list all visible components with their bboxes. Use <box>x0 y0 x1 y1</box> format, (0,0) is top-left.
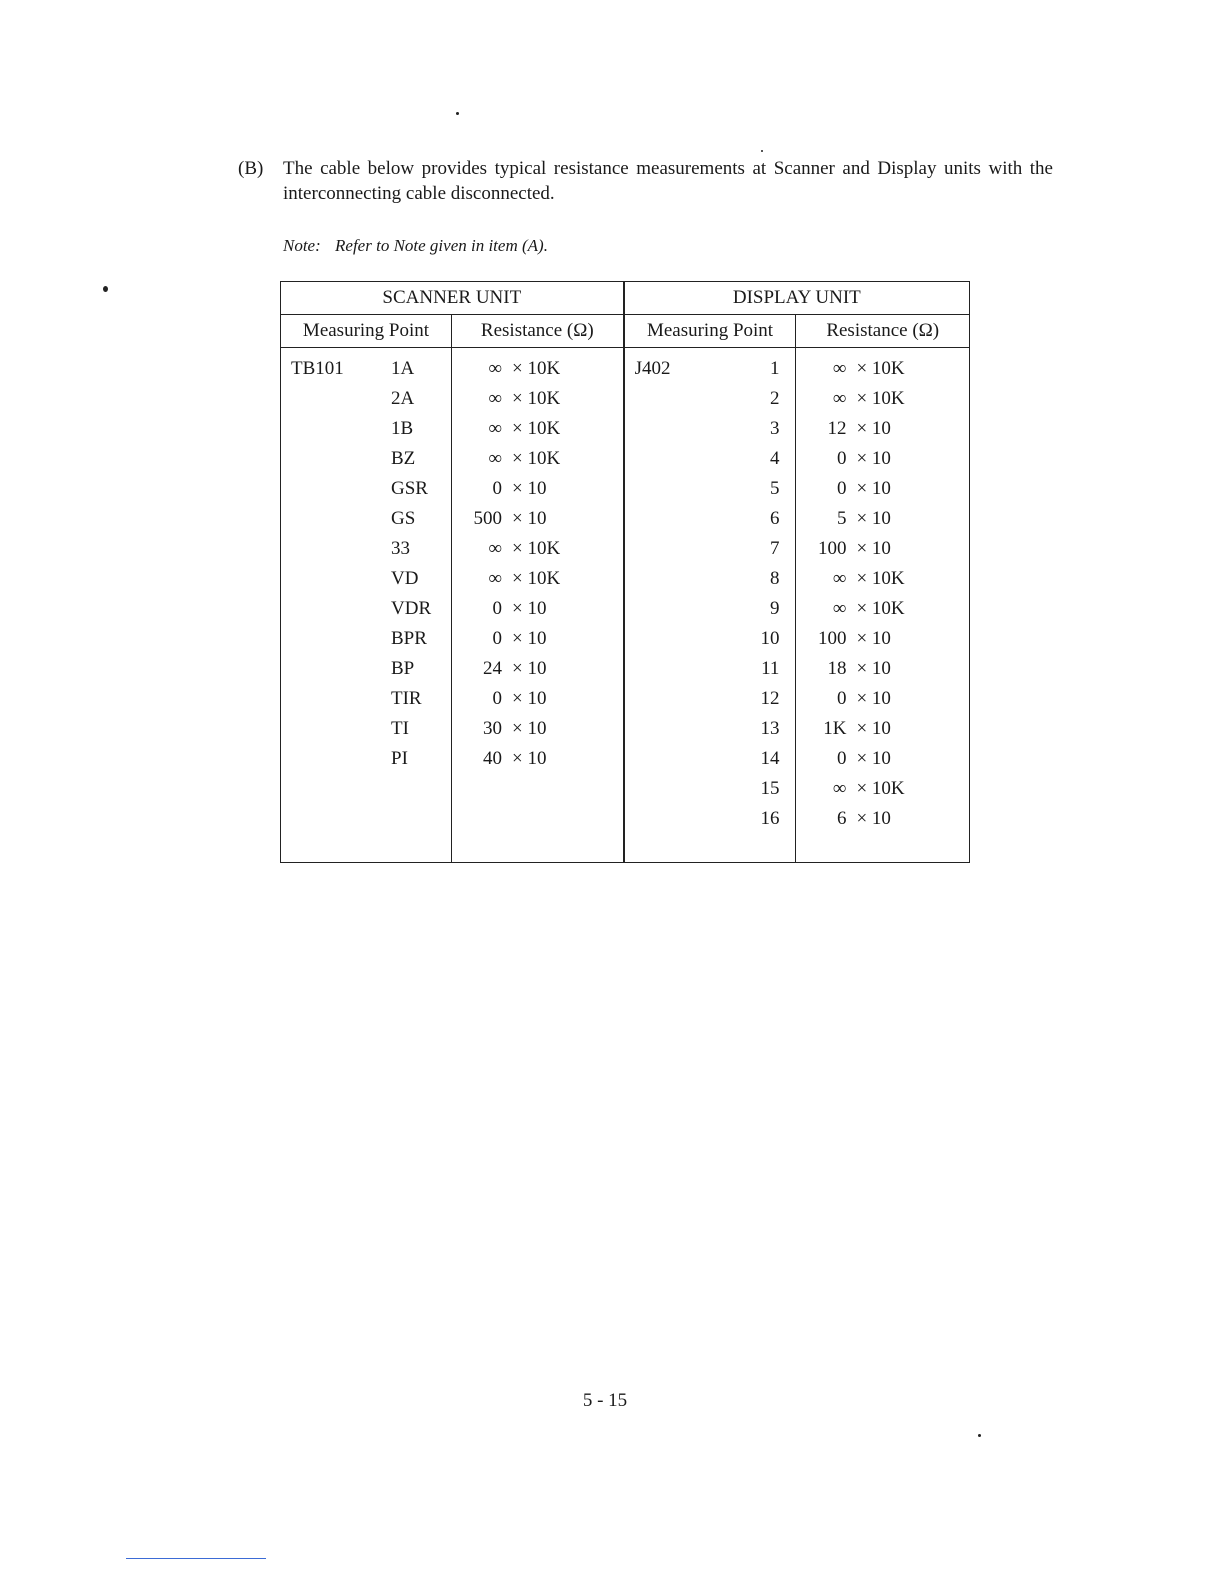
empty-cell <box>624 834 796 863</box>
display-resistance-value: 6 <box>836 808 847 829</box>
display-resistance-value: 1K <box>823 718 847 739</box>
scanner-group <box>281 508 391 530</box>
scanner-group <box>281 748 391 770</box>
display-point: 2 <box>769 388 780 409</box>
scanner-point: 1B <box>391 418 414 439</box>
display-resistance-value: 12 <box>827 418 847 439</box>
scanner-resistance-cell <box>452 654 624 684</box>
display-resistance-value: 100 <box>817 628 847 649</box>
scan-speck <box>978 1434 981 1437</box>
scanner-resistance-cell <box>452 624 624 654</box>
scanner-resistance-multiplier: × 10K <box>512 448 561 469</box>
scanner-point-cell <box>281 684 452 714</box>
scanner-point: VD <box>391 568 419 589</box>
display-point-cell <box>624 348 796 385</box>
scanner-resistance-value: 40 <box>483 748 502 769</box>
scanner-resistance-multiplier: × 10K <box>512 358 561 379</box>
scanner-group <box>281 478 391 500</box>
scanner-resistance-multiplier: × 10 <box>512 748 547 769</box>
bottom-rule <box>126 1558 266 1559</box>
table-row <box>281 348 970 385</box>
scanner-group <box>281 628 391 650</box>
scanner-point: BZ <box>391 448 416 469</box>
scanner-resistance-multiplier: × 10K <box>512 418 561 439</box>
note <box>283 236 548 256</box>
scanner-resistance-cell <box>452 414 624 444</box>
display-resistance-cell <box>796 504 970 534</box>
display-point: 4 <box>769 448 780 469</box>
display-point-cell <box>624 744 796 774</box>
scanner-point-cell <box>281 348 452 385</box>
scanner-resistance-cell <box>452 564 624 594</box>
display-resistance-multiplier: × 10 <box>856 628 891 649</box>
display-resistance-value: 5 <box>836 508 847 529</box>
scanner-resistance-cell <box>452 594 624 624</box>
scanner-point-cell <box>281 504 452 534</box>
display-point: 10 <box>760 628 780 649</box>
display-resistance-cell <box>796 744 970 774</box>
display-point: 15 <box>760 778 780 799</box>
scanner-point-cell <box>281 534 452 564</box>
display-point-cell <box>624 804 796 834</box>
table-row <box>281 444 970 474</box>
table-row <box>281 564 970 594</box>
scanner-resistance-cell <box>452 444 624 474</box>
table-body <box>281 348 970 863</box>
scanner-resistance-value: ∞ <box>488 568 502 589</box>
table-row <box>281 654 970 684</box>
display-resistance-multiplier: × 10 <box>856 658 891 679</box>
display-point: 11 <box>761 658 780 679</box>
display-point: 13 <box>760 718 780 739</box>
display-resistance-value: ∞ <box>832 568 847 589</box>
scanner-resistance-value: 24 <box>483 658 502 679</box>
table-row <box>281 594 970 624</box>
scanner-resistance-value: ∞ <box>488 388 502 409</box>
display-point-cell <box>624 384 796 414</box>
display-point-cell <box>624 564 796 594</box>
scanner-group <box>281 598 391 620</box>
scanner-resistance-value: 0 <box>492 478 502 499</box>
display-resistance-value: ∞ <box>832 388 847 409</box>
scanner-resistance-cell <box>452 348 624 385</box>
display-group: J402 <box>634 358 671 379</box>
scanner-point: GS <box>391 508 416 529</box>
display-resistance-multiplier: × 10K <box>856 358 905 379</box>
scanner-resistance-cell <box>452 714 624 744</box>
scanner-point-cell <box>281 594 452 624</box>
scanner-point: 1A <box>391 358 415 379</box>
scanner-resistance-value: ∞ <box>488 538 502 559</box>
table-row <box>281 534 970 564</box>
display-resistance-value: 0 <box>836 478 847 499</box>
display-resistance-value: 100 <box>817 538 847 559</box>
display-point: 8 <box>769 568 780 589</box>
scanner-resistance-multiplier: × 10 <box>512 478 547 499</box>
scanner-point-cell <box>281 804 452 834</box>
scanner-resistance-cell <box>452 384 624 414</box>
display-resistance-multiplier: × 10 <box>856 508 891 529</box>
display-point-cell <box>624 624 796 654</box>
scanner-resistance-value: 0 <box>492 628 502 649</box>
table-row <box>281 744 970 774</box>
display-point: 9 <box>769 598 780 619</box>
scanner-group <box>281 718 391 740</box>
scan-speck <box>103 286 108 292</box>
display-point: 14 <box>760 748 780 769</box>
display-resistance-cell <box>796 654 970 684</box>
display-resistance-multiplier: × 10K <box>856 568 905 589</box>
display-point: 6 <box>769 508 780 529</box>
display-point-cell <box>624 474 796 504</box>
display-resistance-multiplier: × 10 <box>856 448 891 469</box>
scanner-point-cell <box>281 654 452 684</box>
scanner-group <box>281 388 391 410</box>
table-row <box>281 774 970 804</box>
scanner-point-cell <box>281 564 452 594</box>
scanner-point: PI <box>391 748 408 769</box>
display-resistance-multiplier: × 10 <box>856 808 891 829</box>
scanner-resistance-cell <box>452 804 624 834</box>
scanner-point: GSR <box>391 478 428 499</box>
display-point: 3 <box>769 418 780 439</box>
scanner-resistance-cell <box>452 744 624 774</box>
empty-cell <box>452 834 624 863</box>
display-resistance-value: 0 <box>836 688 847 709</box>
display-point: 1 <box>769 358 780 379</box>
scanner-resistance-value: ∞ <box>488 418 502 439</box>
display-resistance-cell <box>796 564 970 594</box>
scan-speck <box>761 150 763 152</box>
scanner-group <box>281 418 391 440</box>
scanner-resistance-value: 0 <box>492 598 502 619</box>
table-padding-row <box>281 834 970 863</box>
display-resistance-multiplier: × 10 <box>856 688 891 709</box>
display-resistance-multiplier: × 10 <box>856 538 891 559</box>
display-resistance-cell <box>796 624 970 654</box>
note-label: Note: <box>283 236 321 255</box>
table-row <box>281 804 970 834</box>
scan-speck <box>456 112 459 115</box>
display-resistance-cell <box>796 684 970 714</box>
page-number: 5 - 15 <box>582 1390 628 1411</box>
display-resistance-multiplier: × 10K <box>856 598 905 619</box>
scanner-measuring-point-header: Measuring Point <box>281 315 452 348</box>
display-point: 5 <box>769 478 780 499</box>
paragraph-label: (B) <box>238 158 264 179</box>
display-point-cell <box>624 594 796 624</box>
display-point-cell <box>624 534 796 564</box>
scanner-group: TB101 <box>291 358 344 379</box>
scanner-resistance-multiplier: × 10 <box>512 688 547 709</box>
scanner-group <box>281 538 391 560</box>
display-point-cell <box>624 444 796 474</box>
display-point-cell <box>624 684 796 714</box>
scanner-point: VDR <box>391 598 432 619</box>
display-resistance-cell <box>796 774 970 804</box>
display-point-cell <box>624 714 796 744</box>
scanner-point: 2A <box>391 388 415 409</box>
scanner-group <box>281 448 391 470</box>
display-resistance-multiplier: × 10 <box>856 748 891 769</box>
display-resistance-cell <box>796 534 970 564</box>
display-resistance-multiplier: × 10 <box>856 478 891 499</box>
display-unit-header: DISPLAY UNIT <box>624 282 970 315</box>
scanner-resistance-cell <box>452 534 624 564</box>
empty-cell <box>796 834 970 863</box>
scanner-resistance-cell <box>452 684 624 714</box>
scanner-unit-header: SCANNER UNIT <box>281 282 624 315</box>
table-row <box>281 624 970 654</box>
scanner-point: BP <box>391 658 415 679</box>
scanner-point: BPR <box>391 628 427 649</box>
display-point: 16 <box>760 808 780 829</box>
scanner-resistance-value: 0 <box>492 688 502 709</box>
scanner-resistance-header: Resistance (Ω) <box>452 315 624 348</box>
scanner-point-cell <box>281 384 452 414</box>
scanner-group <box>281 688 391 710</box>
scanner-point-cell <box>281 414 452 444</box>
display-point: 7 <box>769 538 780 559</box>
scanner-resistance-value: ∞ <box>488 358 502 379</box>
display-resistance-cell <box>796 348 970 385</box>
display-resistance-value: 0 <box>836 448 847 469</box>
display-resistance-value: 18 <box>827 658 847 679</box>
scanner-resistance-multiplier: × 10 <box>512 508 547 529</box>
scanner-resistance-multiplier: × 10K <box>512 388 561 409</box>
empty-cell <box>281 834 452 863</box>
scanner-resistance-value: 500 <box>473 508 502 529</box>
scanner-point-cell <box>281 474 452 504</box>
scanner-point: TI <box>391 718 409 739</box>
scanner-group <box>281 658 391 680</box>
display-resistance-value: ∞ <box>832 778 847 799</box>
display-point-cell <box>624 504 796 534</box>
scanner-resistance-cell <box>452 504 624 534</box>
table-row <box>281 714 970 744</box>
scanner-point-cell <box>281 774 452 804</box>
display-resistance-cell <box>796 804 970 834</box>
display-resistance-cell <box>796 594 970 624</box>
scanner-resistance-multiplier: × 10 <box>512 598 547 619</box>
resistance-table <box>280 281 970 863</box>
display-point: 12 <box>760 688 780 709</box>
display-point-cell <box>624 414 796 444</box>
scanner-group <box>281 568 391 590</box>
scanner-resistance-multiplier: × 10K <box>512 568 561 589</box>
table-row <box>281 474 970 504</box>
table-row <box>281 414 970 444</box>
table-row <box>281 504 970 534</box>
display-resistance-value: ∞ <box>832 358 847 379</box>
scanner-point-cell <box>281 744 452 774</box>
display-resistance-cell <box>796 474 970 504</box>
display-resistance-multiplier: × 10 <box>856 718 891 739</box>
display-resistance-cell <box>796 384 970 414</box>
display-resistance-multiplier: × 10 <box>856 418 891 439</box>
display-resistance-cell <box>796 714 970 744</box>
display-point-cell <box>624 654 796 684</box>
scanner-point-cell <box>281 624 452 654</box>
display-resistance-value: ∞ <box>832 598 847 619</box>
scanner-resistance-cell <box>452 774 624 804</box>
display-point-cell <box>624 774 796 804</box>
scanner-resistance-value: ∞ <box>488 448 502 469</box>
display-resistance-cell <box>796 444 970 474</box>
scanner-point-cell <box>281 714 452 744</box>
display-resistance-multiplier: × 10K <box>856 778 905 799</box>
scanner-resistance-multiplier: × 10 <box>512 658 547 679</box>
table-row <box>281 684 970 714</box>
scanner-resistance-value: 30 <box>483 718 502 739</box>
scanner-resistance-multiplier: × 10K <box>512 538 561 559</box>
display-measuring-point-header: Measuring Point <box>624 315 796 348</box>
table-row <box>281 384 970 414</box>
paragraph-text: The cable below provides typical resistance measurements at Scanner and Display units with the interconnecting cable disconnected. <box>283 158 1053 204</box>
display-resistance-header: Resistance (Ω) <box>796 315 970 348</box>
display-resistance-cell <box>796 414 970 444</box>
scanner-resistance-multiplier: × 10 <box>512 628 547 649</box>
scanner-point-cell <box>281 444 452 474</box>
display-resistance-value: 0 <box>836 748 847 769</box>
note-text: Refer to Note given in item (A). <box>335 236 548 255</box>
scanner-point: TIR <box>391 688 422 709</box>
scanner-resistance-multiplier: × 10 <box>512 718 547 739</box>
scanner-resistance-cell <box>452 474 624 504</box>
display-resistance-multiplier: × 10K <box>856 388 905 409</box>
scanner-point: 33 <box>391 538 410 559</box>
